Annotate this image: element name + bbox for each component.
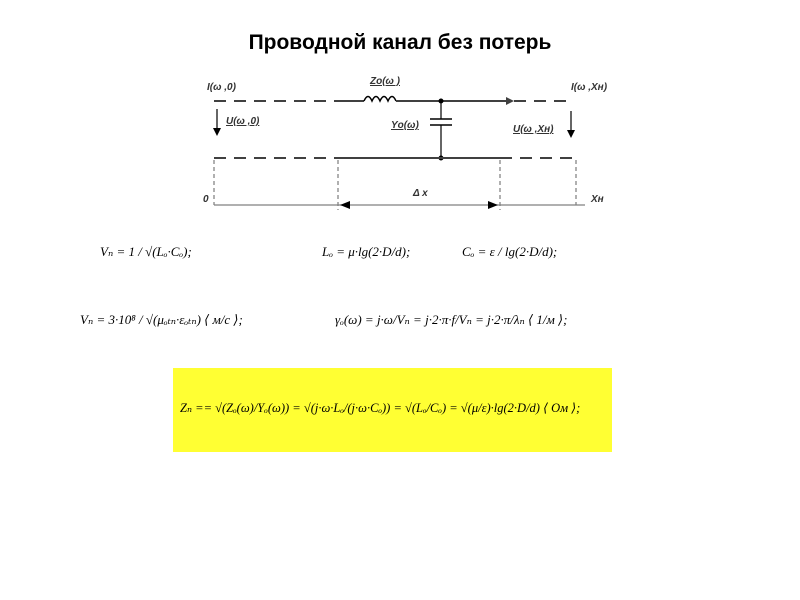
formula-inductance: Lₒ = μ·lg(2·D/d); (322, 244, 411, 259)
top-arrow (506, 97, 514, 105)
axis-end-label: Xн (591, 194, 604, 205)
current-start-label: I(ω ,0) (207, 82, 236, 93)
formula-capacitance: Cₒ = ε / lg(2·D/d); (462, 244, 558, 259)
current-end-label: I(ω ,Xн) (571, 82, 608, 93)
voltage-start-label: U(ω ,0) (226, 116, 260, 127)
inductor-coil (364, 97, 396, 102)
formula-phase-velocity: Vₙ = 1 / √(Lₒ·Cₒ); (100, 244, 192, 259)
voltage-arrowhead-left (213, 128, 221, 136)
segment-arrow-right (488, 201, 498, 209)
voltage-end-label: U(ω ,Xн) (513, 124, 554, 135)
formula-velocity-numeric: Vₙ = 3·10⁸ / √(μₒₜₙ·εₒₜₙ) ⟨ м/с ⟩; (80, 312, 243, 327)
formula-propagation-constant: γₒ(ω) = j·ω/Vₙ = j·2·π·f/Vₙ = j·2·π/λₙ ⟨ 1/м ⟩; (335, 312, 568, 327)
axis-origin-label: 0 (203, 194, 209, 205)
slide-title: Проводной канал без потерь (248, 31, 552, 54)
segment-label: Δ x (413, 188, 428, 199)
voltage-arrowhead-right (567, 130, 575, 138)
impedance-label: Zо(ω ) (370, 76, 400, 87)
formula-wave-impedance: Zₙ == √(Zₒ(ω)/Yₒ(ω)) = √(j·ω·Lₒ/(j·ω·Cₒ)) = √(Lₒ/Cₒ) = √(μ/ε)·lg(2·D/d) ⟨ Ом ⟩; (180, 401, 581, 415)
segment-arrow-left (340, 201, 350, 209)
admittance-label: Yо(ω) (391, 120, 419, 131)
